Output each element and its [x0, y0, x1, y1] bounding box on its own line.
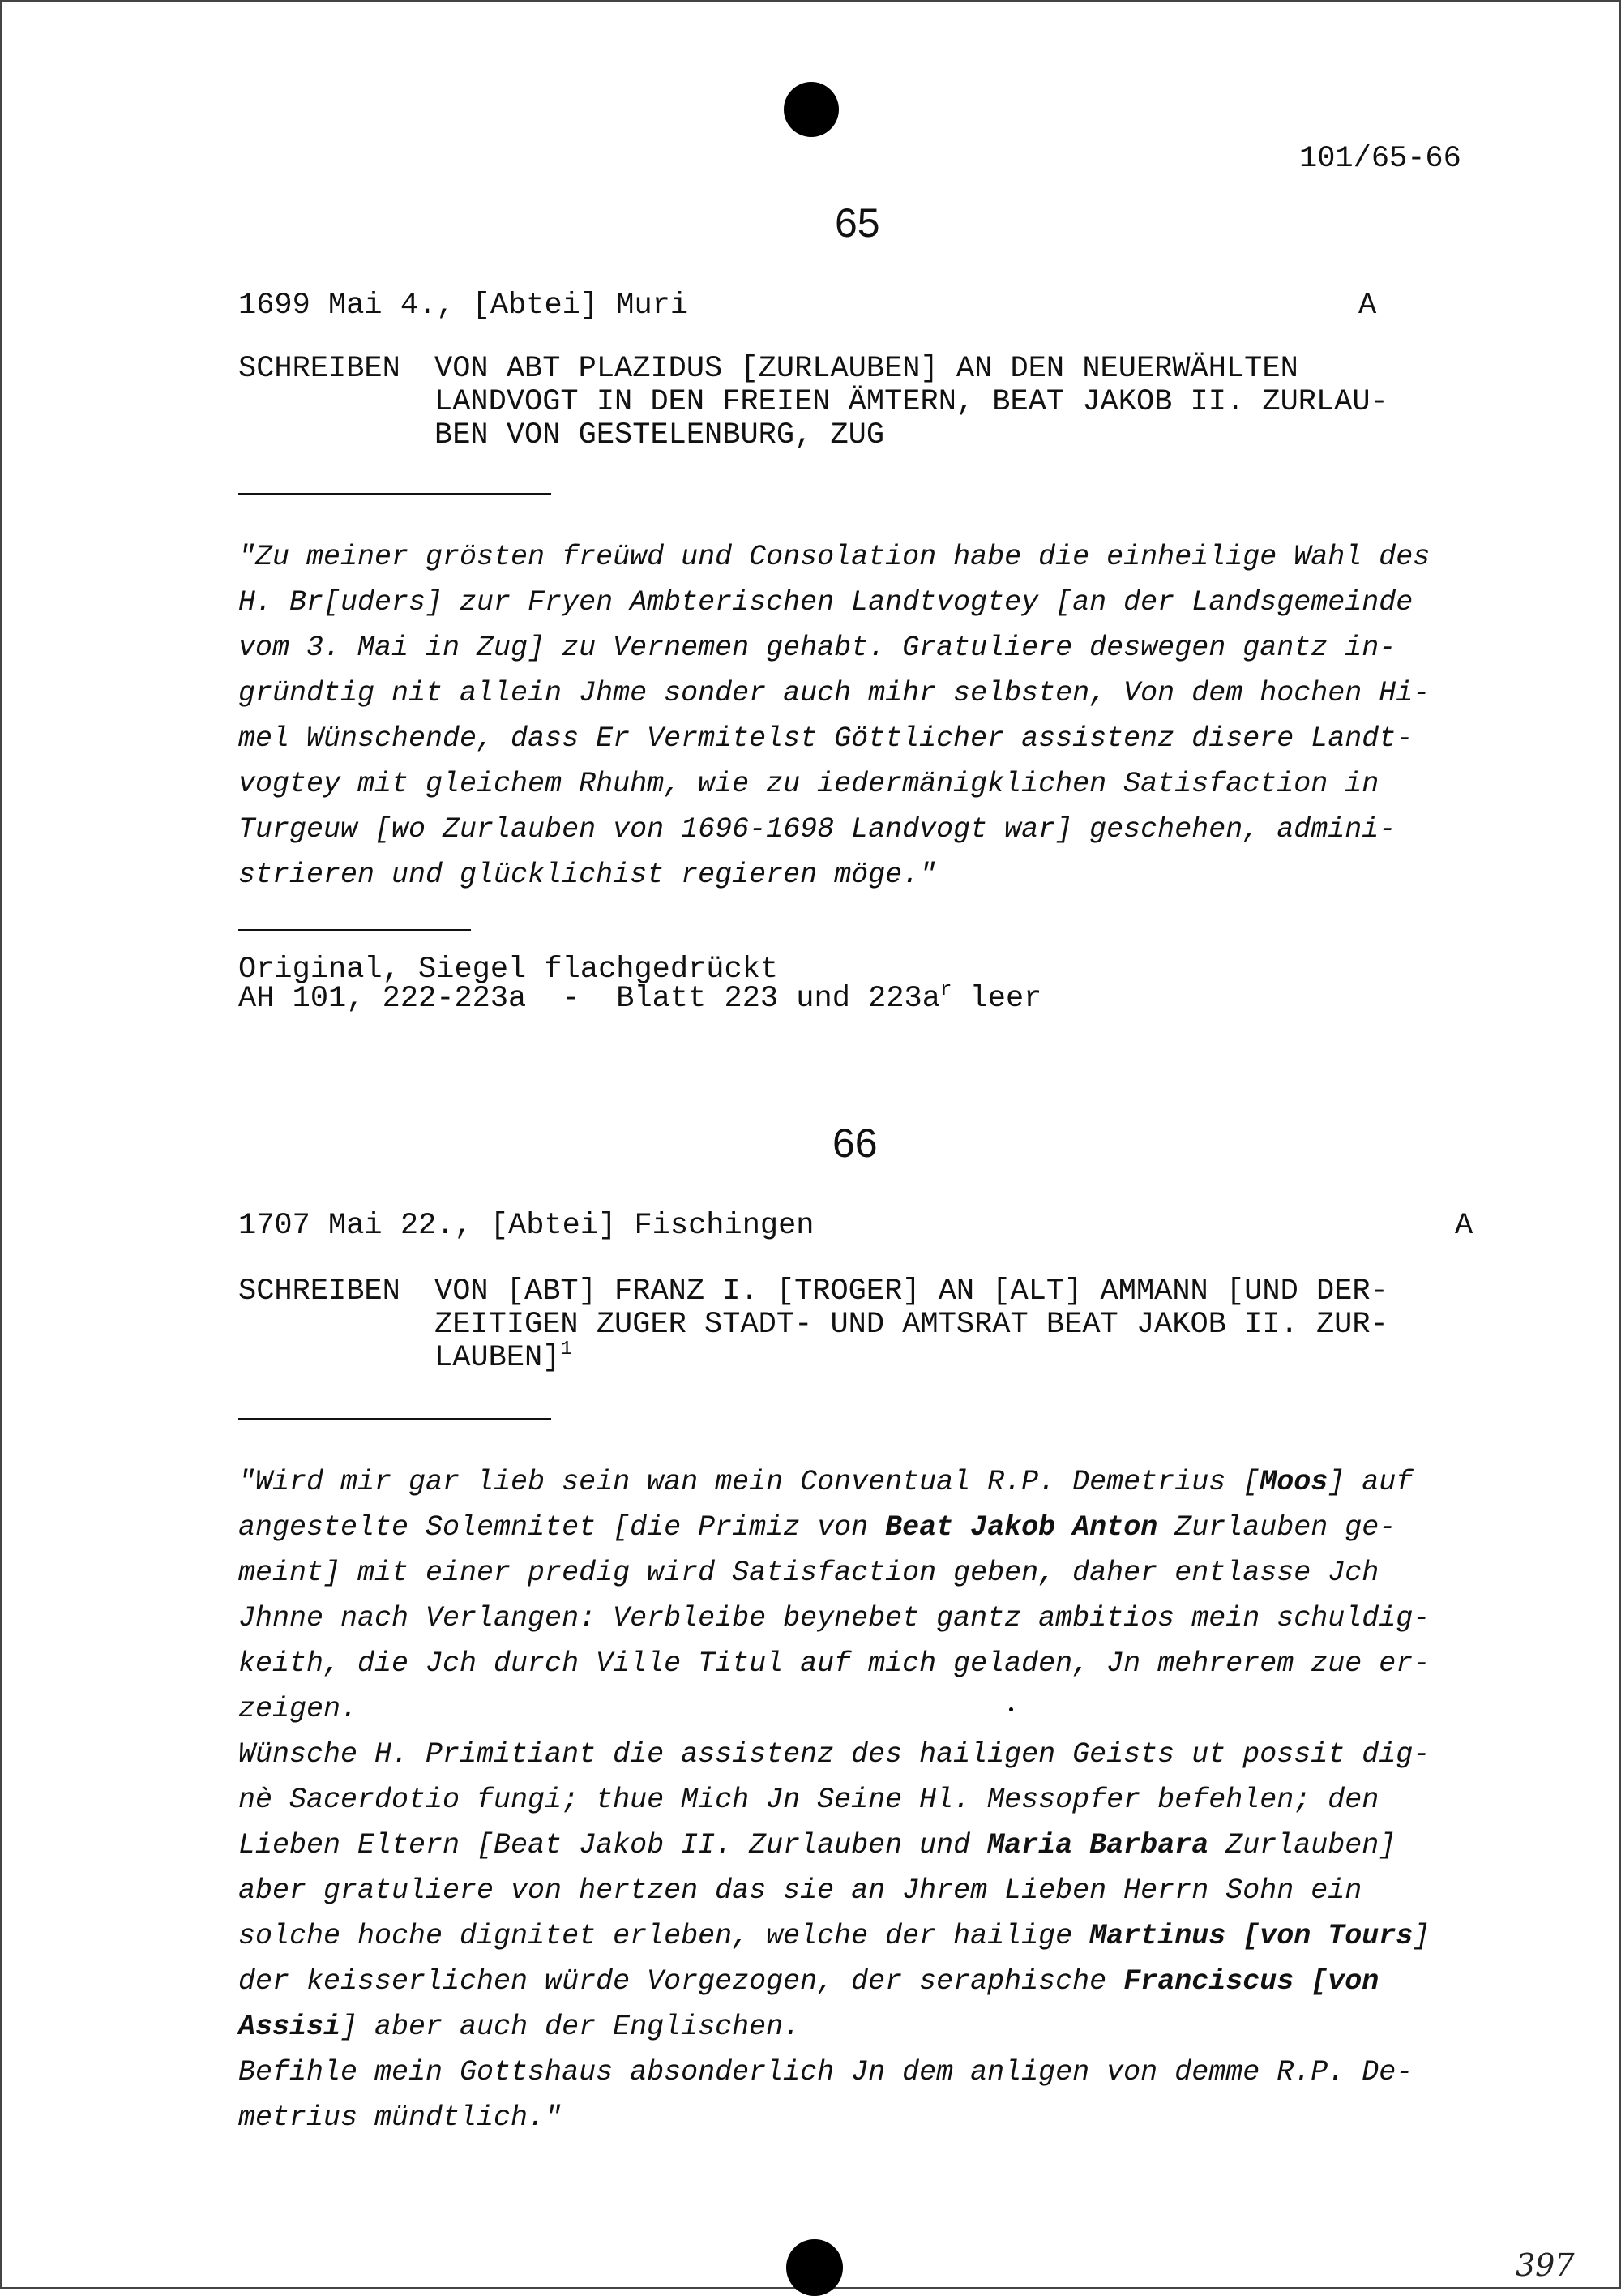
quote-line: gründtig nit allein Jhme sonder auch mihr selbsten, Von dem hochen Hi- [238, 677, 1431, 709]
doc65-marker: A [1358, 289, 1377, 323]
doc65-title-line: LANDVOGT IN DEN FREIEN ÄMTERN, BEAT JAKOB II. ZURLAU- [434, 385, 1388, 419]
stray-dot-mark [1009, 1707, 1013, 1711]
quote-line: nè Sacerdotio fungi; thue Mich Jn Seine Hl. Messopfer befehlen; den [238, 1784, 1379, 1816]
archive-reference: 101/65-66 [1299, 142, 1461, 176]
quote-line: aber gratuliere von hertzen das sie an Jhrem Lieben Herrn Sohn ein [238, 1874, 1362, 1907]
doc66-title-lead: SCHREIBEN [238, 1274, 400, 1309]
doc66-marker: A [1455, 1209, 1473, 1243]
doc66-title-line: ZEITIGEN ZUGER STADT- UND AMTSRAT BEAT JAKOB II. ZUR- [434, 1308, 1388, 1342]
quote-line: Assisi] aber auch der Englischen. [238, 2011, 801, 2043]
doc65-source-location: AH 101, 222-223a - Blatt 223 und $223a^r$ leer [238, 979, 1042, 1016]
quote-line: vom 3. Mai in Zug] zu Vernemen gehabt. Gratuliere deswegen gantz in- [238, 632, 1396, 664]
footnote-marker: 1 [560, 1339, 572, 1360]
doc65-source-rule [238, 929, 471, 931]
doc65-title-line: BEN VON GESTELENBURG, ZUG [434, 418, 885, 452]
document-number-66: 66 [832, 1120, 878, 1166]
punch-hole-top [784, 82, 839, 137]
quote-line: "Wird mir gar lieb sein wan mein Conventual R.P. Demetrius [Moos] auf [238, 1466, 1414, 1498]
doc66-title-line: VON [ABT] FRANZ I. [TROGER] AN [ALT] AMMANN [UND DER- [434, 1274, 1388, 1309]
quote-line: strieren und glücklichist regieren möge." [238, 859, 937, 891]
doc65-title-lead: SCHREIBEN [238, 352, 400, 386]
doc66-title-rule [238, 1418, 551, 1420]
quote-line: Jhnne nach Verlangen: Verbleibe beynebet gantz ambitios mein schuldig- [238, 1602, 1431, 1634]
quote-line: solche hoche dignitet erleben, welche der hailige Martinus [von Tours] [238, 1920, 1431, 1952]
quote-line: der keisserlichen würde Vorgezogen, der seraphische Franciscus [von [238, 1965, 1379, 1998]
doc66-title-line-last: LAUBEN]$^1$ [434, 1339, 572, 1375]
quote-line: angestelte Solemnitet [die Primiz von Beat Jakob Anton Zurlauben ge- [238, 1511, 1396, 1544]
doc65-title-rule [238, 493, 551, 495]
quote-line: Befihle mein Gottshaus absonderlich Jn dem anligen von demme R.P. De- [238, 2056, 1414, 2088]
quote-line: vogtey mit gleichem Rhuhm, wie zu iedermänigklichen Satisfaction in [238, 768, 1379, 800]
document-number-65: 65 [835, 200, 880, 246]
quote-line: H. Br[uders] zur Fryen Ambterischen Landtvogtey [an der Landsgemeinde [238, 586, 1414, 619]
quote-line: "Zu meiner grösten freüwd und Consolation habe die einheilige Wahl des [238, 541, 1431, 573]
doc65-date-place: 1699 Mai 4., [Abtei] Muri [238, 289, 689, 323]
quote-line: mel Wünschende, dass Er Vermitelst Göttlicher assistenz disere Landt- [238, 722, 1414, 755]
handwritten-page-number: 397 [1516, 2247, 1575, 2283]
quote-line: meint] mit einer predig wird Satisfaction geben, daher entlasse Jch [238, 1557, 1379, 1589]
doc65-title-line: VON ABT PLAZIDUS [ZURLAUBEN] AN DEN NEUERWÄHLTEN [434, 352, 1298, 386]
quote-line: Lieben Eltern [Beat Jakob II. Zurlauben und Maria Barbara Zurlauben] [238, 1829, 1396, 1861]
quote-line: Turgeuw [wo Zurlauben von 1696-1698 Landvogt war] geschehen, admini- [238, 813, 1396, 846]
quote-line: metrius mündtlich." [238, 2101, 562, 2134]
quote-line: Wünsche H. Primitiant die assistenz des hailigen Geists ut possit dig- [238, 1738, 1431, 1771]
punch-hole-bottom [786, 2239, 843, 2296]
quote-line: keith, die Jch durch Ville Titul auf mich geladen, Jn mehrerem zue er- [238, 1647, 1431, 1680]
doc65-source-original: Original, Siegel flachgedrückt [238, 953, 779, 987]
doc66-date-place: 1707 Mai 22., [Abtei] Fischingen [238, 1209, 815, 1243]
quote-line: zeigen. [238, 1693, 358, 1725]
